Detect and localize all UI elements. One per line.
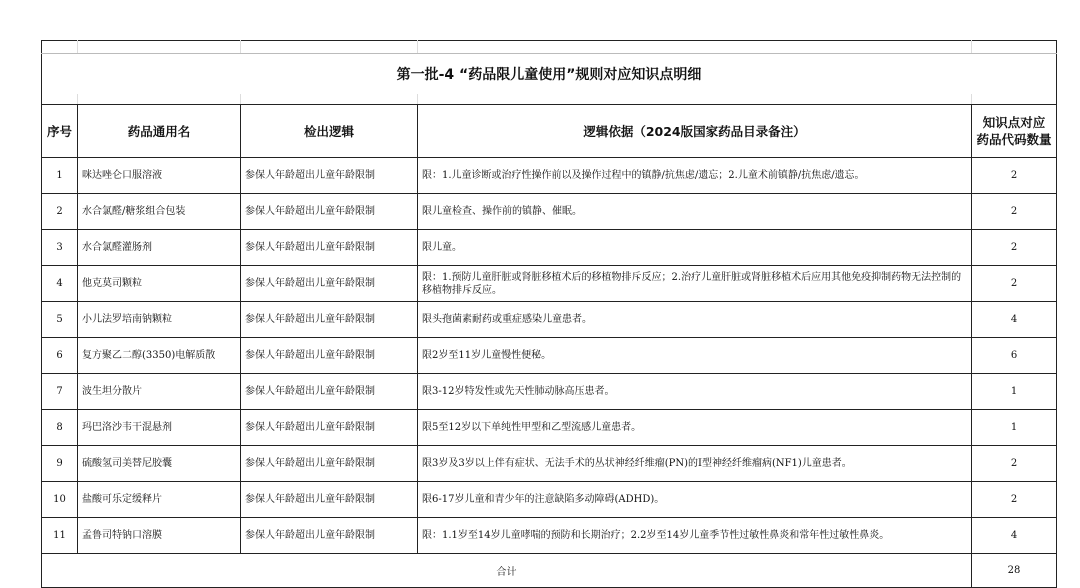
header-basis: 逻辑依据（2024版国家药品目录备注） [418, 105, 972, 158]
header-count-line1: 知识点对应 [982, 115, 1046, 130]
cell-basis: 限3岁及3岁以上伴有症状、无法手术的丛状神经纤维瘤(PN)的I型神经纤维瘤病(NF1)儿童患者。 [418, 446, 972, 482]
cell-count: 1 [972, 410, 1057, 446]
cell-logic: 参保人年龄超出儿童年龄限制 [241, 302, 418, 338]
header-no: 序号 [42, 105, 78, 158]
cell-no: 8 [42, 410, 78, 446]
cell-count: 2 [972, 446, 1057, 482]
cell-count: 2 [972, 230, 1057, 266]
total-row [42, 554, 1057, 588]
cell-logic: 参保人年龄超出儿童年龄限制 [241, 374, 418, 410]
cell-basis: 限头孢菌素耐药或重症感染儿童患者。 [418, 302, 972, 338]
cell-no: 4 [42, 266, 78, 302]
header-count [972, 105, 1057, 158]
cell-drug-name: 小儿法罗培南钠颗粒 [78, 302, 241, 338]
cell-drug-name: 玛巴洛沙韦干混悬剂 [78, 410, 241, 446]
cell-count: 2 [972, 194, 1057, 230]
cell-logic: 参保人年龄超出儿童年龄限制 [241, 410, 418, 446]
spacer-row [42, 41, 1057, 54]
spacer-row [42, 94, 1057, 105]
table-row [42, 194, 1057, 230]
cell-drug-name: 盐酸可乐定缓释片 [78, 482, 241, 518]
cell-logic: 参保人年龄超出儿童年龄限制 [241, 446, 418, 482]
cell-no: 6 [42, 338, 78, 374]
table-row [42, 446, 1057, 482]
cell-basis: 限儿童检查、操作前的镇静、催眠。 [418, 194, 972, 230]
cell-logic: 参保人年龄超出儿童年龄限制 [241, 266, 418, 302]
table-body [42, 158, 1057, 554]
cell-logic: 参保人年龄超出儿童年龄限制 [241, 194, 418, 230]
cell-count: 2 [972, 266, 1057, 302]
table-row [42, 410, 1057, 446]
cell-basis: 限儿童。 [418, 230, 972, 266]
table-row [42, 338, 1057, 374]
header-name: 药品通用名 [78, 105, 241, 158]
cell-drug-name: 硫酸氢司美替尼胶囊 [78, 446, 241, 482]
cell-no: 11 [42, 518, 78, 554]
cell-count: 2 [972, 158, 1057, 194]
cell-no: 1 [42, 158, 78, 194]
header-logic: 检出逻辑 [241, 105, 418, 158]
total-value: 28 [972, 554, 1057, 588]
cell-logic: 参保人年龄超出儿童年龄限制 [241, 518, 418, 554]
cell-drug-name: 他克莫司颗粒 [78, 266, 241, 302]
knowledge-point-table [41, 40, 1057, 588]
cell-count: 4 [972, 302, 1057, 338]
cell-logic: 参保人年龄超出儿童年龄限制 [241, 482, 418, 518]
table-row [42, 158, 1057, 194]
cell-drug-name: 孟鲁司特钠口溶膜 [78, 518, 241, 554]
cell-basis: 限：1.1岁至14岁儿童哮喘的预防和长期治疗；2.2岁至14岁儿童季节性过敏性鼻炎和常年性过敏性鼻炎。 [418, 518, 972, 554]
cell-drug-name: 水合氯醛/糖浆组合包装 [78, 194, 241, 230]
cell-count: 4 [972, 518, 1057, 554]
cell-basis: 限5至12岁以下单纯性甲型和乙型流感儿童患者。 [418, 410, 972, 446]
cell-count: 6 [972, 338, 1057, 374]
cell-no: 5 [42, 302, 78, 338]
cell-basis: 限6-17岁儿童和青少年的注意缺陷多动障碍(ADHD)。 [418, 482, 972, 518]
table-row [42, 374, 1057, 410]
table-row [42, 302, 1057, 338]
cell-logic: 参保人年龄超出儿童年龄限制 [241, 338, 418, 374]
header-row [42, 105, 1057, 158]
cell-count: 2 [972, 482, 1057, 518]
cell-logic: 参保人年龄超出儿童年龄限制 [241, 158, 418, 194]
cell-no: 10 [42, 482, 78, 518]
table-row [42, 266, 1057, 302]
cell-no: 2 [42, 194, 78, 230]
cell-basis: 限：1.儿童诊断或治疗性操作前以及操作过程中的镇静/抗焦虑/遗忘；2.儿童术前镇静/抗焦虑/遗忘。 [418, 158, 972, 194]
cell-no: 9 [42, 446, 78, 482]
knowledge-table-sheet [41, 40, 1056, 588]
cell-count: 1 [972, 374, 1057, 410]
title-row [42, 54, 1057, 95]
header-count-line2: 药品代码数量 [976, 132, 1052, 147]
table-title: 第一批-4 “药品限儿童使用”规则对应知识点明细 [42, 54, 1057, 95]
cell-basis: 限2岁至11岁儿童慢性便秘。 [418, 338, 972, 374]
cell-drug-name: 波生坦分散片 [78, 374, 241, 410]
cell-basis: 限3-12岁特发性或先天性肺动脉高压患者。 [418, 374, 972, 410]
cell-basis: 限：1.预防儿童肝脏或肾脏移植术后的移植物排斥反应；2.治疗儿童肝脏或肾脏移植术后应用其他免疫抑制药物无法控制的移植物排斥反应。 [418, 266, 972, 302]
cell-no: 7 [42, 374, 78, 410]
table-row [42, 230, 1057, 266]
total-label: 合计 [42, 554, 972, 588]
cell-drug-name: 水合氯醛灌肠剂 [78, 230, 241, 266]
cell-no: 3 [42, 230, 78, 266]
cell-drug-name: 复方聚乙二醇(3350)电解质散 [78, 338, 241, 374]
table-row [42, 482, 1057, 518]
cell-drug-name: 咪达唑仑口服溶液 [78, 158, 241, 194]
cell-logic: 参保人年龄超出儿童年龄限制 [241, 230, 418, 266]
table-row [42, 518, 1057, 554]
